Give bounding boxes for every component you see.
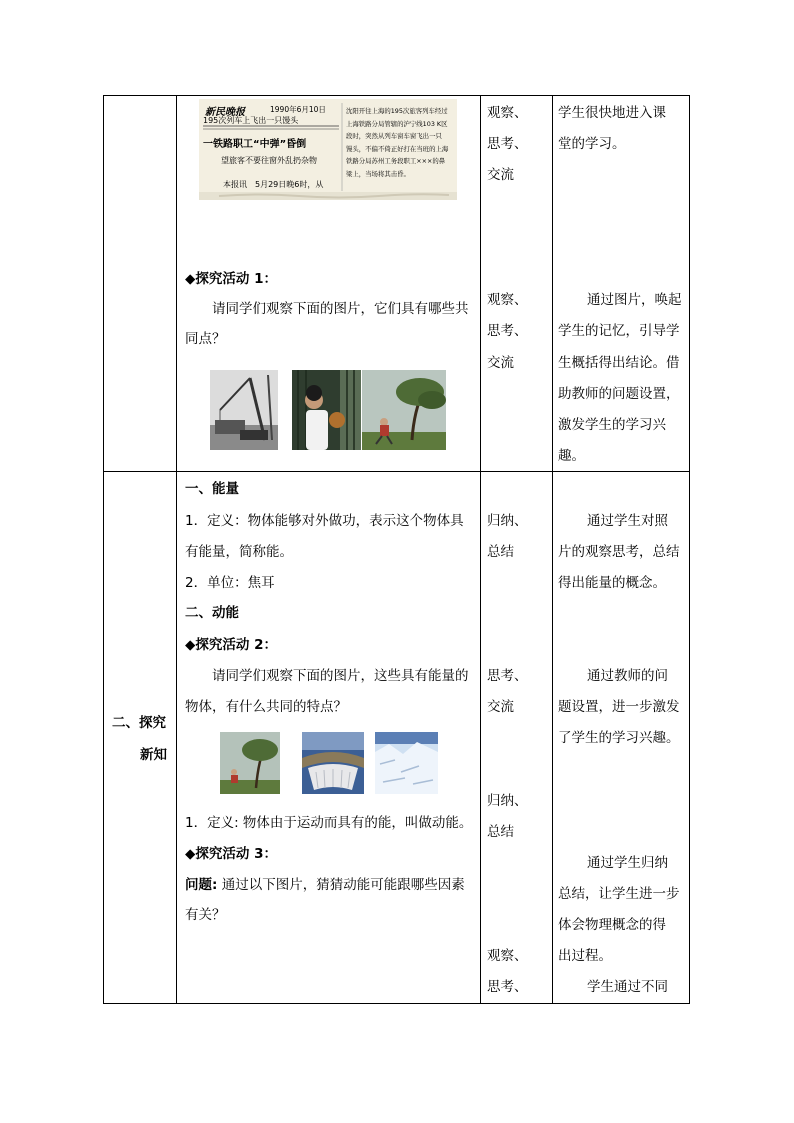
purpose-text: 通过图片，唤起: [587, 292, 682, 308]
purpose-text: 通过学生对照: [587, 513, 668, 529]
purpose-text: 堂的学习。: [558, 136, 626, 152]
question-text: 有关？: [185, 907, 226, 923]
storm-tree-photo: [362, 370, 446, 450]
activity-1-title: ◆探究活动 1：: [185, 271, 277, 287]
column-divider: [176, 95, 177, 1004]
method-text: 思考、: [487, 323, 528, 339]
stage-label: 新知: [140, 747, 167, 763]
boy-with-ball-photo: [292, 370, 361, 450]
newspaper-body-line: 沈阳开往上海的195次旅客列车经过: [346, 107, 448, 115]
kinetic-definition: 1．定义: 物体由于运动而具有的能，叫做动能。: [185, 815, 473, 831]
activity-3-title: ◆探究活动 3：: [185, 846, 277, 862]
activity-1-text: 同点？: [185, 331, 226, 347]
method-text: 交流: [487, 355, 514, 371]
newspaper-body-line: 上海铁路分局管辖的沪宁线103 K区: [346, 119, 448, 128]
activity-1-text: 请同学们观察下面的图片，它们具有哪些共: [212, 301, 469, 317]
question-text: [185, 870, 465, 900]
purpose-text: 总结，让学生进一步: [558, 886, 680, 902]
newspaper-dateline: 本报讯 5月29日晚6时，从: [223, 180, 324, 189]
method-text: 交流: [487, 699, 514, 715]
purpose-text: 出过程。: [558, 948, 612, 964]
purpose-text: 学生通过不同: [587, 979, 668, 995]
newspaper-headline-2: 一铁路职工“中弹”昏倒: [203, 139, 307, 150]
section-title-energy: 一、能量: [185, 481, 239, 497]
activity-2-text: 物体，有什么共同的特点？: [185, 699, 347, 715]
snow-avalanche-photo: [375, 732, 438, 794]
purpose-text: 题设置，进一步激发: [558, 699, 680, 715]
newspaper-clipping: [199, 99, 457, 200]
question-body: 通过以下图片，猜猜动能可能跟哪些因素: [217, 877, 465, 893]
method-text: 思考、: [487, 979, 528, 995]
purpose-text: 片的观察思考，总结: [558, 544, 680, 560]
method-text: 归纳、: [487, 793, 528, 809]
newspaper-body-line: 段时，突然从列车窗车窗飞出一只: [346, 132, 442, 140]
newspaper-date: 1990年6月10日: [270, 105, 326, 114]
stage-label: 二、探究: [112, 715, 166, 731]
dam-spillway-photo: [302, 732, 364, 794]
question-label: 问题:: [185, 877, 218, 893]
section-title-kinetic: 二、动能: [185, 605, 239, 621]
purpose-text: 得出能量的概念。: [558, 575, 666, 591]
unit-text: 2．单位：焦耳: [185, 575, 275, 591]
definition-text: 1．定义：物体能够对外做功，表示这个物体具: [185, 513, 464, 529]
purpose-text: 生概括得出结论。借: [558, 355, 680, 371]
activity-2-text: 请同学们观察下面的图片，这些具有能量的: [212, 668, 469, 684]
purpose-text: 激发学生的学习兴: [558, 417, 666, 433]
purpose-text: 通过教师的问: [587, 668, 668, 684]
purpose-text: 学生很快地进入课: [558, 105, 666, 121]
activity-2-title: ◆探究活动 2：: [185, 637, 277, 653]
column-divider: [552, 95, 553, 1004]
method-text: 观察、: [487, 292, 528, 308]
method-text: 总结: [487, 824, 514, 840]
newspaper-body-line: 梁上，当场将其击昏。: [346, 169, 410, 178]
purpose-text: 学生的记忆，引导学: [558, 323, 680, 339]
crane-photo: [210, 370, 278, 450]
purpose-text: 助教师的问题设置，: [558, 386, 680, 402]
newspaper-headline-1: 195次列车上飞出一只馒头: [203, 116, 299, 125]
method-text: 归纳、: [487, 513, 528, 529]
purpose-text: 通过学生归纳: [587, 855, 668, 871]
method-text: 思考、: [487, 668, 528, 684]
purpose-text: 趣。: [558, 448, 585, 464]
newspaper-body-line: 馒头，不偏不倚正好打在当班的上海: [346, 144, 449, 153]
purpose-text: 体会物理概念的得: [558, 917, 666, 933]
newspaper-body: [346, 105, 448, 180]
definition-text: 有能量，简称能。: [185, 544, 293, 560]
method-text: 观察、: [487, 105, 528, 121]
row-divider: [103, 471, 690, 472]
newspaper-body-line: 铁路分局苏州工务段职工×××的鼻: [346, 157, 446, 165]
method-text: 总结: [487, 544, 514, 560]
storm-tree-photo: [220, 732, 280, 794]
column-divider: [480, 95, 481, 1004]
method-text: 思考、: [487, 136, 528, 152]
newspaper-masthead: 新民晚报: [205, 107, 245, 118]
method-text: 观察、: [487, 948, 528, 964]
newspaper-subhead: 望旅客不要往窗外乱扔杂物: [221, 156, 317, 165]
purpose-text: 了学生的学习兴趣。: [558, 730, 680, 746]
method-text: 交流: [487, 167, 514, 183]
